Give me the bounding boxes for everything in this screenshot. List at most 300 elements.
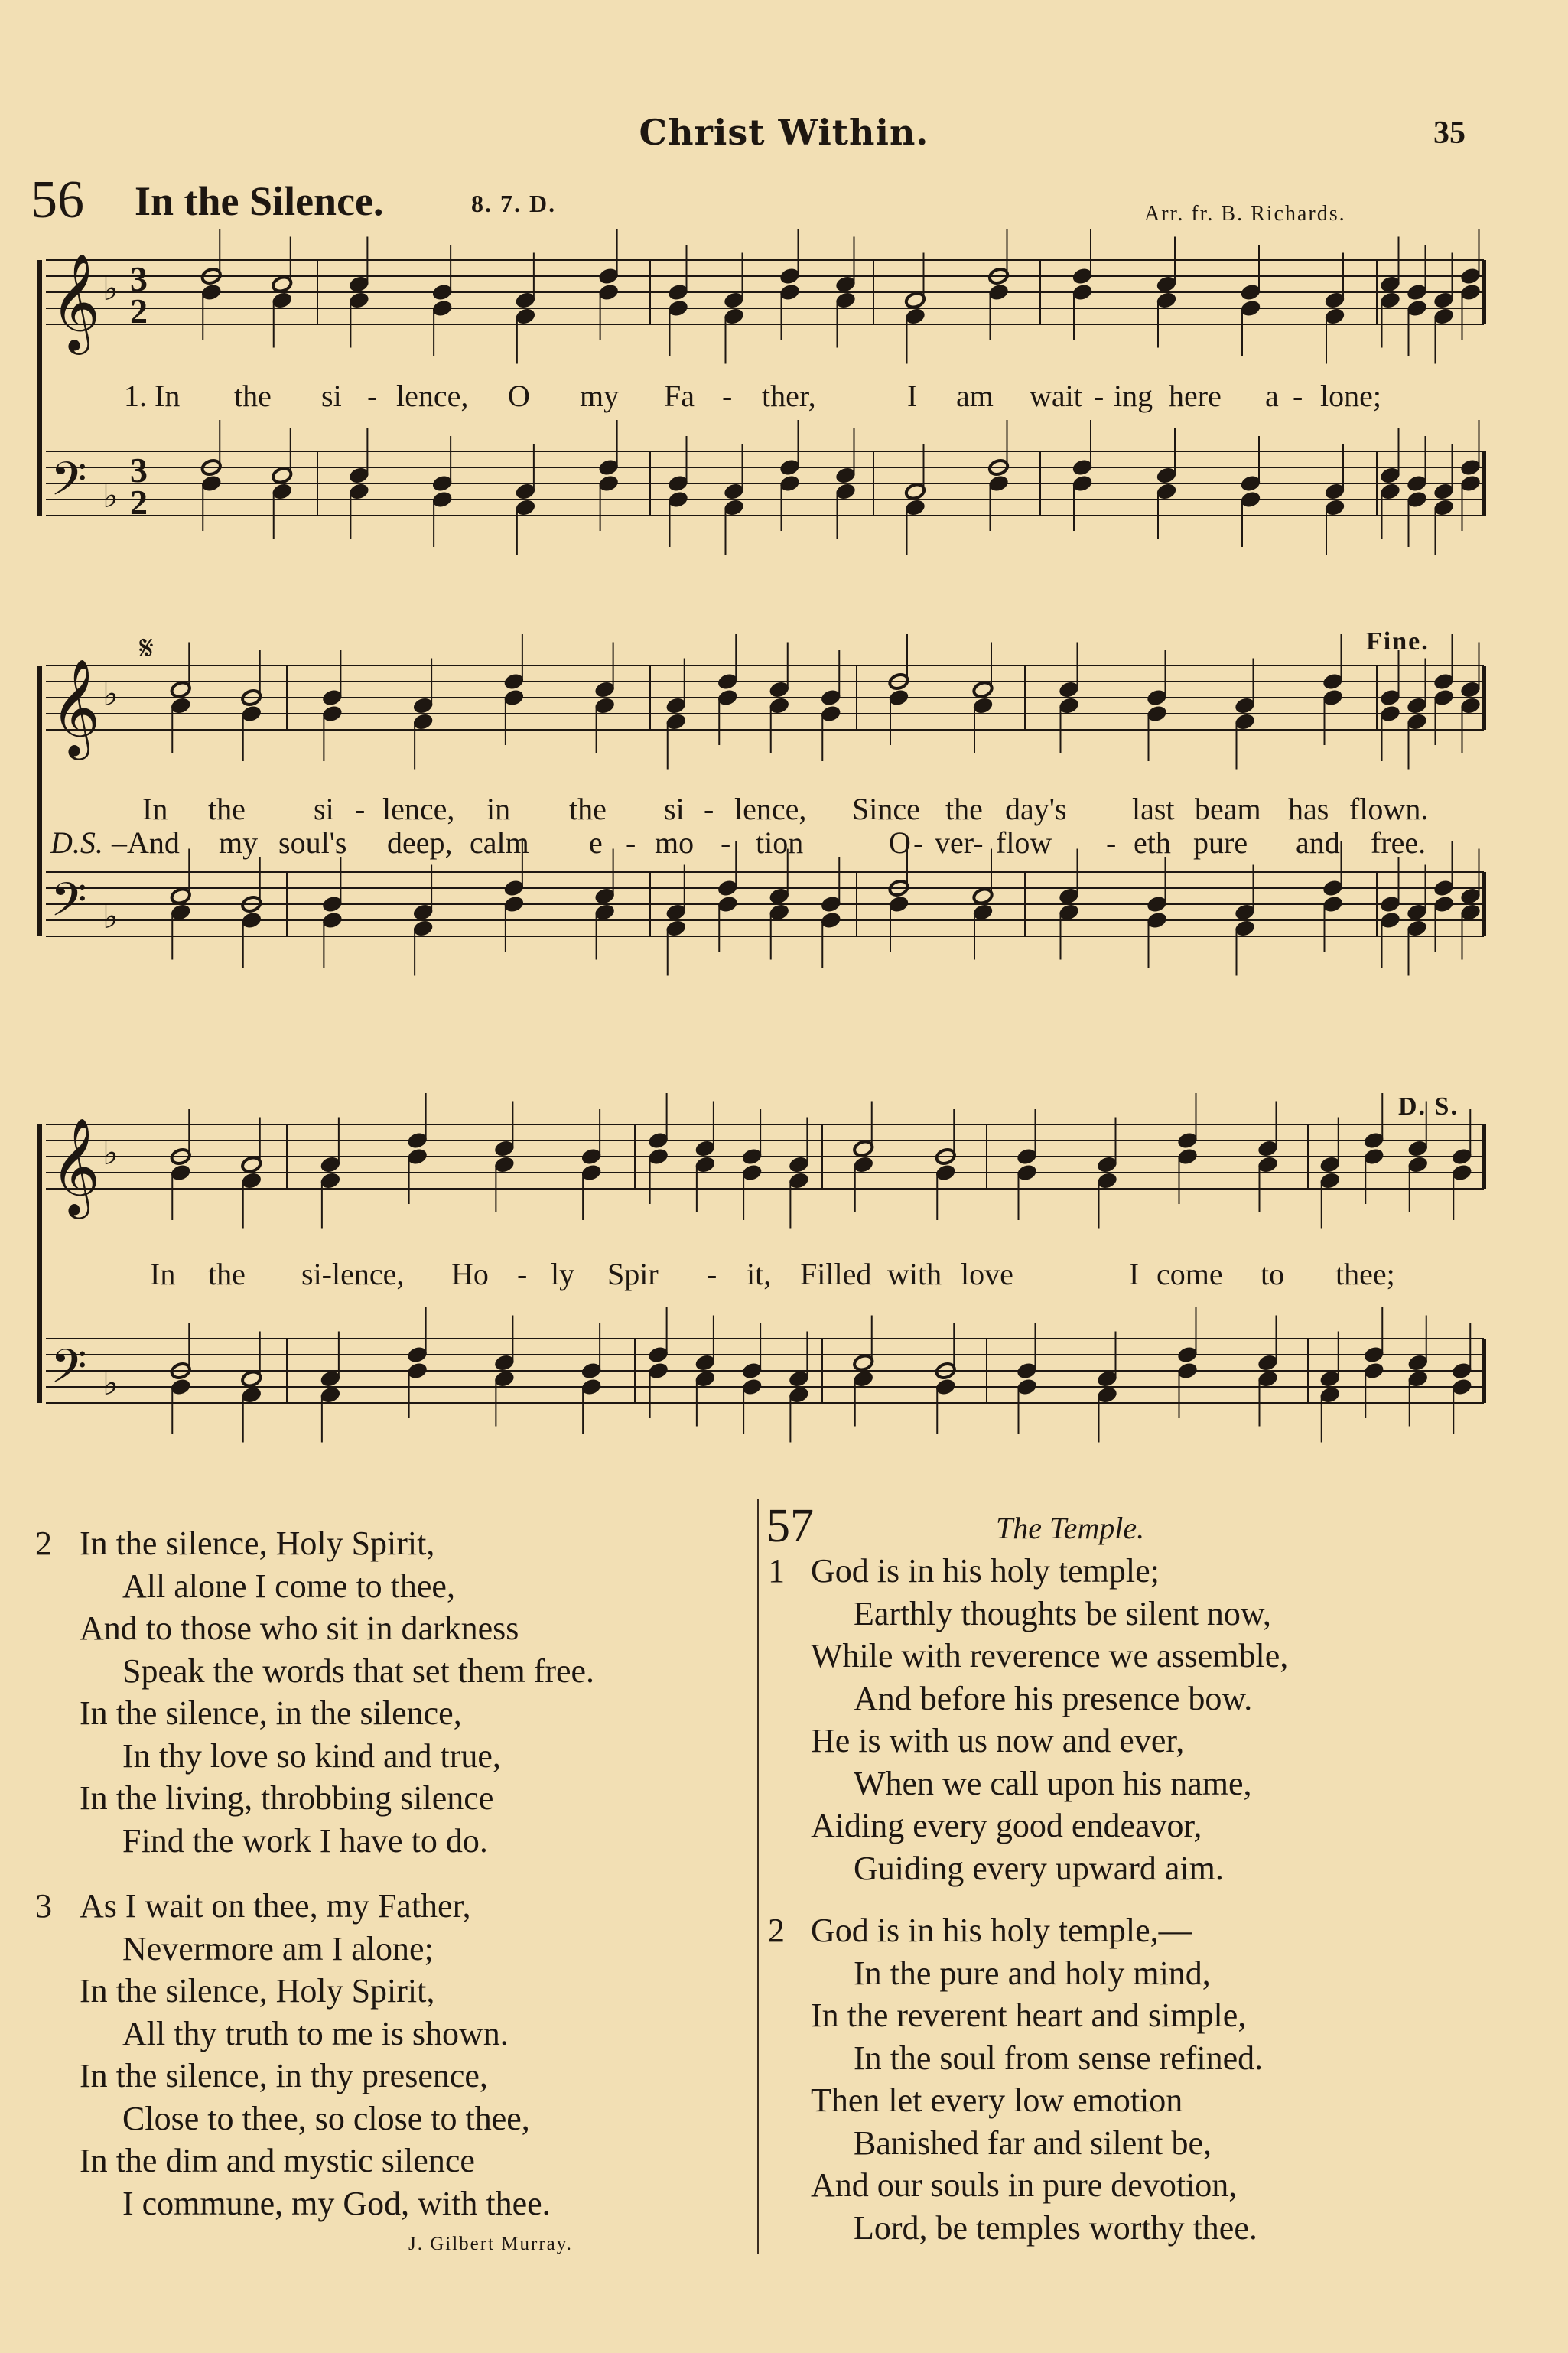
lyric-syllable: beam [1195,792,1261,826]
hymn56-verse-3 [35,1885,754,2229]
note-head [665,903,687,921]
lyric-syllable: with [887,1257,942,1291]
verse-number: 1 [768,1552,785,1590]
note-head [788,1171,809,1190]
note-head [1379,482,1400,500]
note-head [1058,696,1079,714]
note-head [241,1369,262,1388]
lyric-syllable: come [1156,1257,1223,1291]
note-head [1324,482,1345,500]
lyric-syllable: –And [112,825,180,860]
note-head [515,291,536,309]
lyric-syllable: the [208,1257,246,1291]
lyric-syllable: - [721,825,731,860]
note-head [779,267,800,285]
lyric-syllable: - [704,792,714,826]
note-head [1234,903,1255,921]
note-head [834,466,856,484]
note-head [1319,1155,1341,1173]
note-head [241,911,262,929]
lyric-syllable: calm [470,825,529,860]
note-head [594,680,615,698]
lyric-syllable: day's [1005,792,1067,826]
lyric-syllable: deep, [387,825,453,860]
note-head [987,283,1009,301]
note-head [1433,482,1454,500]
verse-line: In the dim and mystic silence [80,2142,475,2179]
note-head [503,895,525,913]
verse-line: And to those who sit in darkness [80,1609,519,1647]
note-head [1146,705,1167,723]
note-head [170,1163,191,1182]
verse-line: As I wait on thee, my Father, [80,1887,471,1925]
hymn-number: 56 [31,171,84,229]
lyric-syllable: has [1288,792,1329,826]
note-head [1406,299,1427,317]
note-head [1459,267,1481,285]
note-head [1176,1362,1198,1380]
note-head [1322,688,1343,707]
lyric-line-3 [0,1256,1568,1294]
note-head [406,1362,428,1380]
note-head [665,919,687,937]
note-head [412,696,434,714]
flat-key-signature: ♭ [102,675,119,714]
note-head [1058,680,1079,698]
note-head [200,474,222,493]
note-head [321,688,343,707]
note-head [904,498,926,516]
lyric-syllable: lence, [382,792,455,826]
note-head [935,1378,956,1396]
ds-label: D.S. [50,825,103,860]
note-head [779,474,800,493]
flat-key-signature: ♭ [102,269,119,308]
lyric-syllable: it, [747,1257,772,1291]
note-head [431,474,453,493]
note-head [1072,267,1093,285]
note-head [779,458,800,477]
verse-line: Close to thee, so close to thee, [122,2099,530,2137]
arranger-credit: Arr. fr. B. Richards. [1144,202,1346,226]
verse-line: In the silence, in the silence, [80,1694,462,1732]
note-head [1240,283,1261,301]
lyric-syllable: Ho [451,1257,489,1291]
note-head [1058,903,1079,921]
note-head [1406,474,1427,493]
note-head [320,1369,341,1388]
verse-line: In the silence, Holy Spirit, [80,1972,435,2010]
lyric-syllable: tion [756,825,804,860]
note-head [272,275,293,293]
note-head [788,1385,809,1404]
note-head [412,919,434,937]
note-head [741,1147,763,1166]
verse-line: When we call upon his name, [854,1764,1252,1802]
lyric-syllable: ing [1114,379,1153,413]
verse-line: Nevermore am I alone; [122,1929,434,1967]
verse-line: And our souls in pure devotion, [811,2166,1238,2204]
note-head [241,1171,262,1190]
note-head [717,672,738,691]
verse-line: In the soul from sense refined. [854,2039,1264,2077]
verse-line: Then let every low emotion [811,2081,1183,2119]
note-head [1156,275,1177,293]
verse-line: All alone I come to thee, [122,1567,455,1605]
note-head [597,458,619,477]
verse-line: In the pure and holy mind, [854,1954,1211,1992]
note-head [1146,688,1167,707]
lyric-syllable: - [626,825,636,860]
lyric-syllable: ther, [762,379,816,413]
lyric-syllable: - [1106,825,1117,860]
note-head [904,307,926,325]
note-head [1451,1362,1472,1380]
note-head [597,267,619,285]
note-head [788,1155,809,1173]
note-head [1379,275,1400,293]
hymn-meter: 8. 7. D. [471,190,557,217]
verse-line: In the silence, in thy presence, [80,2057,488,2094]
lyric-syllable: I [907,379,918,413]
note-head [1379,911,1400,929]
note-head [170,696,191,714]
note-head [665,712,687,731]
lyric-syllable: si [314,792,334,826]
note-head [1322,895,1343,913]
lyric-syllable: si-lence, [301,1257,405,1291]
note-head [1433,895,1454,913]
lyric-syllable: love [961,1257,1013,1291]
note-head [987,474,1009,493]
note-head [820,911,841,929]
note-head [1322,879,1343,897]
note-head [406,1147,428,1166]
note-head [888,688,909,707]
verse-line: Aiding every good endeavor, [811,1807,1202,1844]
lyric-syllable: - [722,379,733,413]
note-head [1096,1155,1117,1173]
verse-line: In thy love so kind and true, [122,1736,501,1775]
note-head [515,498,536,516]
note-head [1407,1353,1429,1372]
time-signature: 3 [130,259,148,298]
lyric-syllable: the [569,792,607,826]
lyric-syllable: Spir [607,1257,659,1291]
hymn-title: The Temple. [996,1511,1145,1545]
note-head [1406,903,1427,921]
note-head [1156,466,1177,484]
note-head [1319,1171,1341,1190]
treble-clef: 𝄞 [50,658,101,756]
note-head [1406,919,1427,937]
hymn57-verse-1 [768,1550,1533,1894]
note-head [1234,712,1255,731]
note-head [503,672,525,691]
lyric-syllable: flown. [1349,792,1429,826]
note-head [723,482,744,500]
note-head [493,1155,515,1173]
note-head [717,895,738,913]
note-head [972,903,994,921]
lyric-syllable: flow [996,825,1052,860]
note-head [1096,1171,1117,1190]
note-head [972,696,994,714]
note-head [1451,1163,1472,1182]
lyric-syllable: - [1094,379,1104,413]
note-head [272,466,293,484]
note-head [723,307,744,325]
verse-line: In the reverent heart and simple, [811,1997,1247,2034]
note-head [769,903,790,921]
note-head [594,903,615,921]
note-head [321,895,343,913]
note-head [834,482,856,500]
verse-line: God is in his holy temple; [811,1552,1160,1590]
note-head [1096,1385,1117,1404]
verse-line: In the living, throbbing silence [80,1779,494,1817]
note-head [503,688,525,707]
lyric-syllable: Fa [664,379,695,413]
note-head [412,712,434,731]
verse-line: I commune, my God, with thee. [122,2184,551,2222]
note-head [1146,911,1167,929]
note-head [1058,887,1079,905]
hymn56-verse-2 [35,1522,754,1866]
note-head [1176,1346,1198,1364]
note-head [667,283,688,301]
lyric-syllable: I [1129,1257,1140,1291]
note-head [272,482,293,500]
lyric-syllable: O [508,379,530,413]
note-head [1433,688,1454,707]
note-head [769,680,790,698]
note-head [1322,672,1343,691]
note-head [170,887,191,905]
note-head [1072,283,1093,301]
note-head [1407,1155,1429,1173]
note-head [241,705,262,723]
lyric-syllable: to [1261,1257,1285,1291]
lyric-syllable: soul's [278,825,347,860]
lyric-syllable: mo [655,825,695,860]
note-head [779,283,800,301]
note-head [1433,879,1454,897]
note-head [272,291,293,309]
lyric-syllable: here [1169,379,1222,413]
note-head [647,1147,669,1166]
bass-clef: 𝄢 [50,452,87,518]
time-signature: 2 [130,291,148,330]
note-head [1451,1147,1472,1166]
note-head [1016,1362,1037,1380]
note-head [1459,458,1481,477]
note-head [1363,1131,1384,1150]
lyric-syllable: a [1265,379,1279,413]
note-head [597,283,619,301]
note-head [493,1369,515,1388]
fine-mark: Fine. [1366,627,1430,656]
note-head [1176,1147,1198,1166]
note-head [717,688,738,707]
note-head [1072,458,1093,477]
time-signature: 3 [130,451,148,490]
lyric-syllable: si [321,379,342,413]
note-head [1324,291,1345,309]
verse-line: Banished far and silent be, [854,2124,1212,2162]
lyric-syllable: my [219,825,259,860]
lyric-syllable: last [1132,792,1175,826]
note-head [1406,696,1427,714]
note-head [321,911,343,929]
note-head [935,1163,956,1182]
note-head [741,1362,763,1380]
note-head [769,887,790,905]
lyric-syllable: pure [1193,825,1248,860]
flat-key-signature: ♭ [102,1364,119,1403]
bass-clef: 𝄢 [50,1339,87,1405]
lyric-syllable: the [208,792,246,826]
treble-clef: 𝄞 [50,1117,101,1215]
note-head [1324,498,1345,516]
note-head [741,1378,763,1396]
note-head [1257,1369,1278,1388]
lyric-syllable: - [1293,379,1303,413]
bass-clef: 𝄢 [50,873,87,939]
note-head [1459,887,1481,905]
note-head [431,299,453,317]
column-divider [757,1499,759,2254]
note-head [904,482,926,500]
note-head [581,1378,602,1396]
lyric-syllable: my [580,379,620,413]
note-head [431,490,453,509]
note-head [695,1139,716,1157]
note-head [1459,474,1481,493]
note-head [348,482,369,500]
lyric-syllable: - [913,825,924,860]
verse-line: God is in his holy temple,— [811,1912,1192,1949]
note-head [834,291,856,309]
note-head [1176,1131,1198,1150]
note-head [348,275,369,293]
note-head [647,1131,669,1150]
lyric-syllable: si [664,792,685,826]
verse-number: 2 [768,1912,785,1949]
note-head [170,903,191,921]
note-head [594,887,615,905]
lyric-syllable: In [150,1257,176,1291]
note-head [1379,466,1400,484]
note-head [1319,1385,1341,1404]
note-head [1324,307,1345,325]
note-head [647,1362,669,1380]
note-head [1363,1346,1384,1364]
note-head [1016,1147,1037,1166]
lyric-syllable: Since [852,792,920,826]
lyric-syllable: e [589,825,603,860]
lyric-syllable: lence, [396,379,469,413]
note-head [406,1131,428,1150]
lyric-line-2 [0,791,1568,829]
lyric-line-2-ds [0,825,1568,863]
verse-line: Find the work I have to do. [122,1821,488,1860]
author-credit: J. Gilbert Murray. [408,2234,573,2254]
note-head [1240,490,1261,509]
flat-key-signature: ♭ [102,1134,119,1173]
lyric-syllable: eth [1134,825,1171,860]
lyric-syllable: the [234,379,272,413]
note-head [1433,291,1454,309]
note-head [1459,696,1481,714]
note-head [647,1346,669,1364]
note-head [1433,498,1454,516]
lyric-syllable: Filled [800,1257,872,1291]
verse-line: While with reverence we assemble, [811,1637,1289,1674]
note-head [904,291,926,309]
note-head [717,879,738,897]
note-head [412,903,434,921]
lyric-syllable: - [707,1257,717,1291]
hymn57-verse-2 [768,1909,1533,2254]
lyric-syllable: wait [1030,379,1082,413]
lyric-syllable: ver- [935,825,984,860]
note-head [853,1139,874,1157]
note-head [1319,1369,1341,1388]
verse-number: 2 [35,1525,52,1562]
note-head [597,474,619,493]
lyric-syllable: In [142,792,168,826]
flat-key-signature: ♭ [102,477,119,516]
note-head [348,466,369,484]
lyric-syllable: in [486,792,511,826]
note-head [1234,696,1255,714]
note-head [431,283,453,301]
note-head [321,705,343,723]
ds-mark: D. S. [1398,1092,1459,1121]
note-head [1363,1147,1384,1166]
lyric-syllable: free. [1371,825,1426,860]
note-head [834,275,856,293]
note-head [1451,1378,1472,1396]
note-head [503,879,525,897]
running-head: Christ Within. [639,112,929,153]
note-head [1156,482,1177,500]
note-head [1257,1139,1278,1157]
verse-line: Earthly thoughts be silent now, [854,1594,1271,1632]
lyric-line-1 [0,378,1568,416]
hymn-number: 57 [766,1500,814,1552]
note-head [1072,474,1093,493]
note-head [1016,1163,1037,1182]
note-head [581,1362,602,1380]
lyric-syllable: 1. In [124,379,181,413]
note-head [1240,474,1261,493]
note-head [1016,1378,1037,1396]
note-head [241,1385,262,1404]
note-head [1379,705,1400,723]
note-head [1459,680,1481,698]
note-head [853,1155,874,1173]
note-head [1406,283,1427,301]
lyric-syllable: lence, [734,792,807,826]
note-head [493,1139,515,1157]
lyric-syllable: O [889,825,911,860]
note-head [241,1155,262,1173]
lyric-syllable: - [517,1257,528,1291]
note-head [320,1155,341,1173]
verse-line: He is with us now and ever, [811,1722,1185,1759]
